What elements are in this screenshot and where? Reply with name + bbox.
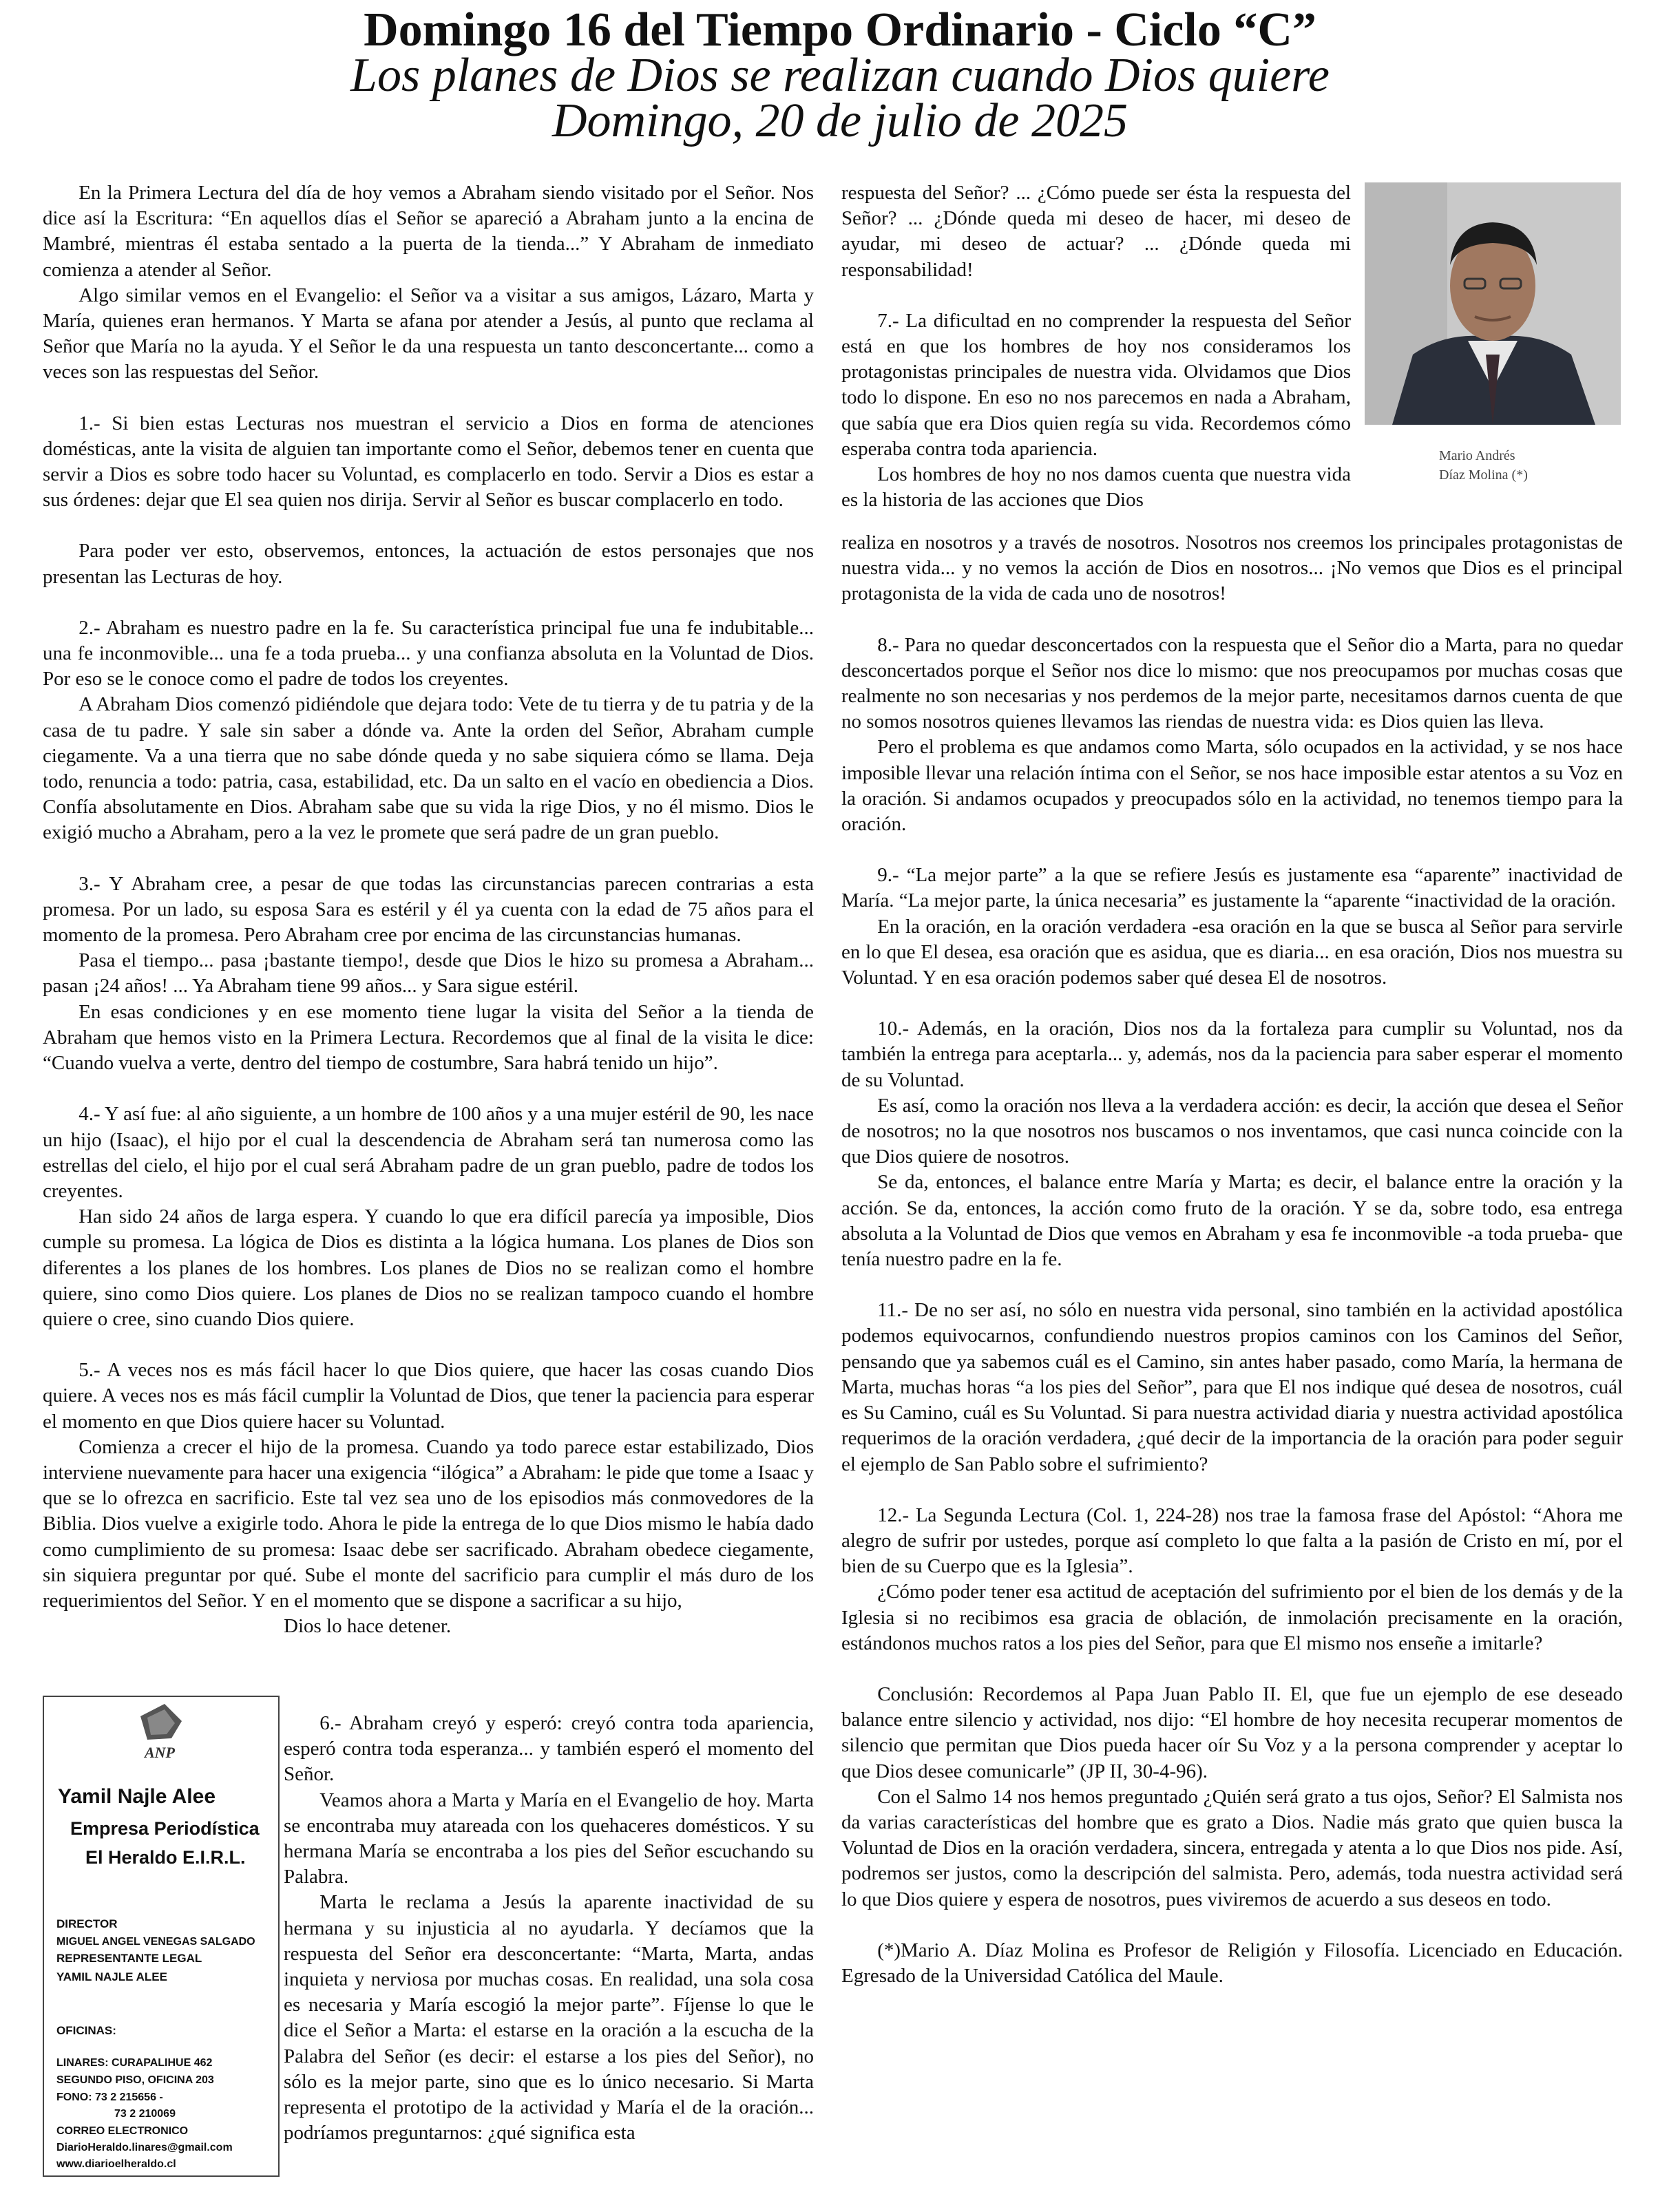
paragraph: Veamos ahora a Marta y María en el Evangelio de hoy. Marta se encontraba muy atareada con los quehaceres domésticos. Y su hermana María se encontraba a los pies del Señor escuchando su Palabra. xyxy=(284,1789,814,1888)
paragraph: 8.- Para no quedar desconcertados con la respuesta que el Señor dio a Marta, para no quedar desconcertados porque el Señor nos dice lo mismo: que nos preocupamos por muchas cosas que realmente no son necesarias y nos perdemos de la mejor parte, necesitamos darnos cuenta de que no somos nosotros quienes llevamos las riendas de nuestra vida: es Dios quien las lleva. xyxy=(841,633,1623,733)
paragraph: Pasa el tiempo... pasa ¡bastante tiempo!, desde que Dios le hizo su promesa a Abraham... pasan ¡24 años! ... Ya Abraham tiene 99 años... y Sara sigue estéril. xyxy=(43,949,814,998)
paragraph: 6.- Abraham creyó y esperó: creyó contra toda apariencia, esperó contra toda esperanza... y también esperó el momento del Señor. xyxy=(284,1712,814,1786)
author-portrait xyxy=(1365,182,1621,425)
phone-line: FONO: 73 2 215656 - xyxy=(56,2091,163,2103)
paragraph: respuesta del Señor? ... ¿Cómo puede ser ésta la respuesta del Señor? ... ¿Dónde queda mi deseo de hacer, mi deseo de ayudar, mi deseo de actuar? ... ¿Dónde queda mi responsabilidad! xyxy=(841,182,1351,281)
paragraph: 11.- De no ser así, no sólo en nuestra vida personal, sino también en la actividad apostólica podemos equivocarnos, confundiendo nuestros propios caminos con los Caminos del Señor, pensando que ya sabemos cuál es el Camino, sin antes haber pasado, como María, la hermana de Marta, muchas horas “a los pies del Señor”, para que El nos indique qué desea de nosotros, cuál es Su Camino, cuál es Su Voluntad. Si para nuestra actividad diaria y nuestra actividad apostólica requerimos de la oración verdadera, ¿qué decir de la importancia de la oración para poder seguir el ejemplo de San Pablo sobre el sufrimiento? xyxy=(841,1299,1623,1475)
paragraph: 1.- Si bien estas Lecturas nos muestran el servicio a Dios en forma de atenciones domésticas, ante la visita de alguien tan importante como el Señor, debemos tener en cuenta que servir a Dios es sobre todo hacer su Voluntad, es complacerlo en todo. Servir a Dios es estar a sus órdenes: dejar que El sea quien nos dirija. Servir al Señor es buscar complacerlo en todo. xyxy=(43,412,814,512)
paragraph: 3.- Y Abraham cree, a pesar de que todas las circunstancias parecen contrarias a esta promesa. Por un lado, su esposa Sara es estéril y él ya cuenta con la edad de 75 años para el momento de la promesa. Pero Abraham cree por encima de las circunstancias humanas. xyxy=(43,872,814,947)
caption-line: Díaz Molina (*) xyxy=(1439,467,1528,483)
website: www.diarioelheraldo.cl xyxy=(56,2158,176,2170)
paragraph: Conclusión: Recordemos al Papa Juan Pablo II. El, que fue un ejemplo de ese deseado balance entre silencio y actividad, nos dijo: “El hombre de hoy necesita recuperar momentos de silencio que permitan que Dios pueda hacer oír Su Voz y a la persona comprender y aceptar lo que Dios desee comunicarle” (JP II, 30-4-96). xyxy=(841,1683,1623,1782)
paragraph: 9.- “La mejor parte” a la que se refiere Jesús es justamente esa “aparente” inactividad de María. “La mejor parte, la única necesaria” es justamente la “aparente “inactividad de la oración. xyxy=(841,864,1623,912)
paragraph: 10.- Además, en la oración, Dios nos da la fortaleza para cumplir su Voluntad, nos da también la entrega para aceptarla... y, además, nos da la paciencia para saber esperar el momento de su Voluntad. xyxy=(841,1018,1623,1091)
logo-text: ANP xyxy=(145,1744,175,1761)
right-column-top xyxy=(841,180,1351,513)
rep-name: YAMIL NAJLE ALEE xyxy=(56,1970,167,1983)
paragraph: Marta le reclama a Jesús la aparente inactividad de su hermana y su injusticia al no ayudarla. Y decíamos que la respuesta del Señor era desconcertante: “Marta, Marta, andas inquieta y nerviosa por muchas cosas. En realidad, una sola cosa es necesaria y María escogió la mejor parte”. Fíjense lo que le dice el Señor a Marta: el estarse en la oración a la escucha de la Palabra del Señor (es decir: el estarse a los pies del Señor), no sólo es la mejor parte, sino que es lo único necesario. Si Marta representa el prototipo de la actividad y María el de la oración... podríamos preguntarnos: ¿qué significa esta xyxy=(284,1891,814,2144)
anp-logo xyxy=(140,1704,182,1761)
masthead-box xyxy=(43,1696,280,2177)
paragraph: 5.- A veces nos es más fácil hacer lo que Dios quiere, que hacer las cosas cuando Dios quiere. A veces nos es más fácil cumplir la Voluntad de Dios, que tener la paciencia para esperar el momento en que Dios quiere hacer su Voluntad. xyxy=(43,1359,814,1433)
director-label: DIRECTOR xyxy=(56,1917,118,1930)
photo-caption xyxy=(1439,446,1632,485)
address-line: LINARES: CURAPALIHUE 462 xyxy=(56,2057,213,2069)
paragraph: 7.- La dificultad en no comprender la respuesta del Señor está en que los hombres de hoy nos consideramos los protagonistas principales de nuestra vida. Olvidamos que Dios todo lo dispone. En eso no nos parecemos en nada a Abraham, que sabía que era Dios quien regía su vida. Recordemos cómo esperaba contra toda apariencia. xyxy=(841,309,1351,460)
left-column-lower xyxy=(284,1711,814,2146)
offices-label: OFICINAS: xyxy=(56,2024,116,2037)
address-line: SEGUNDO PISO, OFICINA 203 xyxy=(56,2074,214,2086)
paragraph: En la oración, en la oración verdadera -esa oración en la que se busca al Señor para servirle en lo que El desea, esa oración que es asidua, que es diaria... en esa oración, Dios nos muestra su Voluntad. Y en esa oración podemos saber qué desea El de nosotros. xyxy=(841,915,1623,989)
paragraph: realiza en nosotros y a través de nosotros. Nosotros nos creemos los principales protagonistas de nuestra vida... y no vemos la acción de Dios en nosotros... ¡No vemos que Dios es el principal protagonista de la vida de cada uno de nosotros! xyxy=(841,531,1623,605)
paragraph: Comienza a crecer el hijo de la promesa. Cuando ya todo parece estar estabilizado, Dios interviene nuevamente para hacer una exigencia “ilógica” a Abraham: le pide que tome a Isaac y que se lo ofrezca en sacrificio. Este tal vez sea uno de los episodios más conmovedores de la Biblia. Dios vuelve a exigirle todo. Ahora le pide la entrega de lo que Dios mismo le había dado como cumplimiento de su promesa: Isaac debe ser sacrificado. Abraham obedece ciegamente, sin siquiera preguntar por qué. Sube el monte del sacrificio para cumplir el más duro de los requerimientos del Señor. Y en el momento que se dispone a sacrificar a su hijo, xyxy=(43,1435,814,1612)
caption-line: Mario Andrés xyxy=(1439,448,1515,463)
article-title: Domingo 16 del Tiempo Ordinario - Ciclo “C” xyxy=(364,3,1316,56)
director-name: MIGUEL ANGEL VENEGAS SALGADO xyxy=(56,1936,255,1948)
paragraph: En esas condiciones y en ese momento tiene lugar la visita del Señor a la tienda de Abraham que hemos visto en la Primera Lectura. Recordemos que al final de la visita le dice: “Cuando vuelva a verte, dentro del tiempo de costumbre, Sara habrá tenido un hijo”. xyxy=(43,1000,814,1075)
paragraph: Se da, entonces, el balance entre María y Marta; es decir, el balance entre la oración y la acción. Se da, entonces, la acción como fruto de la oración. Y se da, sobre todo, esa entrega absoluta a la Voluntad de Dios que vemos en Abraham y esa fe inconmovible -a toda prueba- que tenía nuestro padre en la fe. xyxy=(841,1171,1623,1271)
paragraph: Es así, como la oración nos lleva a la verdadera acción: es decir, la acción que desea el Señor de nosotros; no la que nosotros nos buscamos o nos inventamos, que casi nunca coincide con la que Dios quiere de nosotros. xyxy=(841,1094,1623,1168)
rep-label: REPRESENTANTE LEGAL xyxy=(56,1952,202,1965)
right-column xyxy=(841,530,1623,1989)
paragraph: ¿Cómo poder tener esa actitud de aceptación del sufrimiento por el bien de los demás y de la Iglesia si no recibimos esa gracia de oblación, de inmolación precisamente en la oración, estándonos muchos ratos a los pies del Señor, para que El mismo nos enseñe a imitarle? xyxy=(841,1581,1623,1654)
paragraph: 12.- La Segunda Lectura (Col. 1, 224-28) nos trae la famosa frase del Apóstol: “Ahora me alegro de sufrir por ustedes, porque así completo lo que falta a la pasión de Cristo en mí, por el bien de su Cuerpo que es la Iglesia”. xyxy=(841,1504,1623,1578)
email-address: DiarioHeraldo.linares@gmail.com xyxy=(56,2142,233,2153)
paragraph: Algo similar vemos en el Evangelio: el Señor va a visitar a sus amigos, Lázaro, Marta y María, quienes eran hermanos. Y Marta se afana por atender a Jesús, al punto que reclama al Señor que María no la ayuda. Y el Señor le da una respuesta un tanto desconcertante... como a veces son las respuestas del Señor. xyxy=(43,284,814,383)
masthead-graphic xyxy=(44,1697,278,2175)
paragraph: Dios lo hace detener. xyxy=(284,1615,452,1638)
paragraph: Han sido 24 años de larga espera. Y cuando lo que era difícil parecía ya imposible, Dios cumple su promesa. La lógica de Dios es distinta a la lógica humana. Los planes de Dios son diferentes a los planes de los hombres. Los planes de Dios no se realizan como el hombre quiere, sino como Dios quiere. Los planes de Dios no se realizan tampoco cuando el hombre quiere o cree, sino cuando Dios quiere. xyxy=(43,1205,814,1330)
author-note: (*)Mario A. Díaz Molina es Profesor de Religión y Filosofía. Licenciado en Educación. Egresado de la Universidad Católica del Maule. xyxy=(841,1939,1623,1987)
paragraph: 2.- Abraham es nuestro padre en la fe. Su característica principal fue una fe indubitable... una fe inconmovible... una fe a toda prueba... y una confianza absoluta en la Voluntad de Dios. Por eso se le conoce como el padre de todos los creyentes. xyxy=(43,616,814,691)
paragraph: En la Primera Lectura del día de hoy vemos a Abraham siendo visitado por el Señor. Nos dice así la Escritura: “En aquellos días el Señor se apareció a Abraham junto a la encina de Mambré, mientras él estaba sentado a la puerta de la tienda...” Y Abraham de inmediato comienza a atender al Señor. xyxy=(43,182,814,281)
paragraph: Para poder ver esto, observemos, entonces, la actuación de estos personajes que nos presentan las Lecturas de hoy. xyxy=(43,540,814,588)
paragraph: Los hombres de hoy no nos damos cuenta que nuestra vida es la historia de las acciones que Dios xyxy=(841,463,1351,512)
company-name-2: El Heraldo E.I.R.L. xyxy=(85,1847,246,1868)
author-photo xyxy=(1365,182,1621,425)
phone-line: 73 2 210069 xyxy=(114,2108,176,2120)
paragraph: A Abraham Dios comenzó pidiéndole que dejara todo: Vete de tu tierra y de tu patria y de la casa de tu padre. Y sale sin saber a dónde va. Ante la orden del Señor, Abraham cumple ciegamente. Va a una tierra que no sabe dónde queda y no sabe siquiera cómo se llama. Deja todo, renuncia a todo: patria, casa, estabilidad, etc. Da un salto en el vacío en obediencia a Dios. Confía absolutamente en Dios. Abraham sabe que su vida la rige Dios, y no él mismo. Dios le exigió mucho a Abraham, pero a la vez le promete que será padre de un gran pueblo. xyxy=(43,693,814,844)
company-name: Empresa Periodística xyxy=(70,1818,260,1839)
article-subtitle: Los planes de Dios se realizan cuando Dios quiere xyxy=(350,49,1330,102)
paragraph: 4.- Y así fue: al año siguiente, a un hombre de 100 años y a una mujer estéril de 90, les nace un hijo (Isaac), el hijo por el cual la descendencia de Abraham será tan numerosa como las estrellas del cielo, el hijo por el cual será Abraham padre de un gran pueblo, padre de todos los creyentes. xyxy=(43,1103,814,1202)
publisher-name: Yamil Najle Alee xyxy=(58,1785,216,1808)
paragraph: Con el Salmo 14 nos hemos preguntado ¿Quién será grato a tus ojos, Señor? El Salmista nos da varias características del hombre que es grato a Dios. Nadie más grato que quien busca la Voluntad de Dios en la oración verdadera, sincera, entregada y atenta a lo que Dios nos pide. Así, podremos ser justos, como la descripción del salmista. Pero, además, toda nuestra actividad será lo que Dios quiere y espera de nosotros, pues viviremos de acuerdo a sus deseos en todo. xyxy=(841,1785,1623,1910)
article-date: Domingo, 20 de julio de 2025 xyxy=(552,94,1128,147)
email-label: CORREO ELECTRONICO xyxy=(56,2125,189,2137)
paragraph: Pero el problema es que andamos como Marta, sólo ocupados en la actividad, y se nos hace imposible llevar una relación íntima con el Señor, se nos hace imposible estar atentos a su Voz en la oración. Si andamos ocupados y preocupados sólo en la actividad, no tenemos tiempo para la oración. xyxy=(841,736,1623,836)
left-column xyxy=(43,180,814,1639)
